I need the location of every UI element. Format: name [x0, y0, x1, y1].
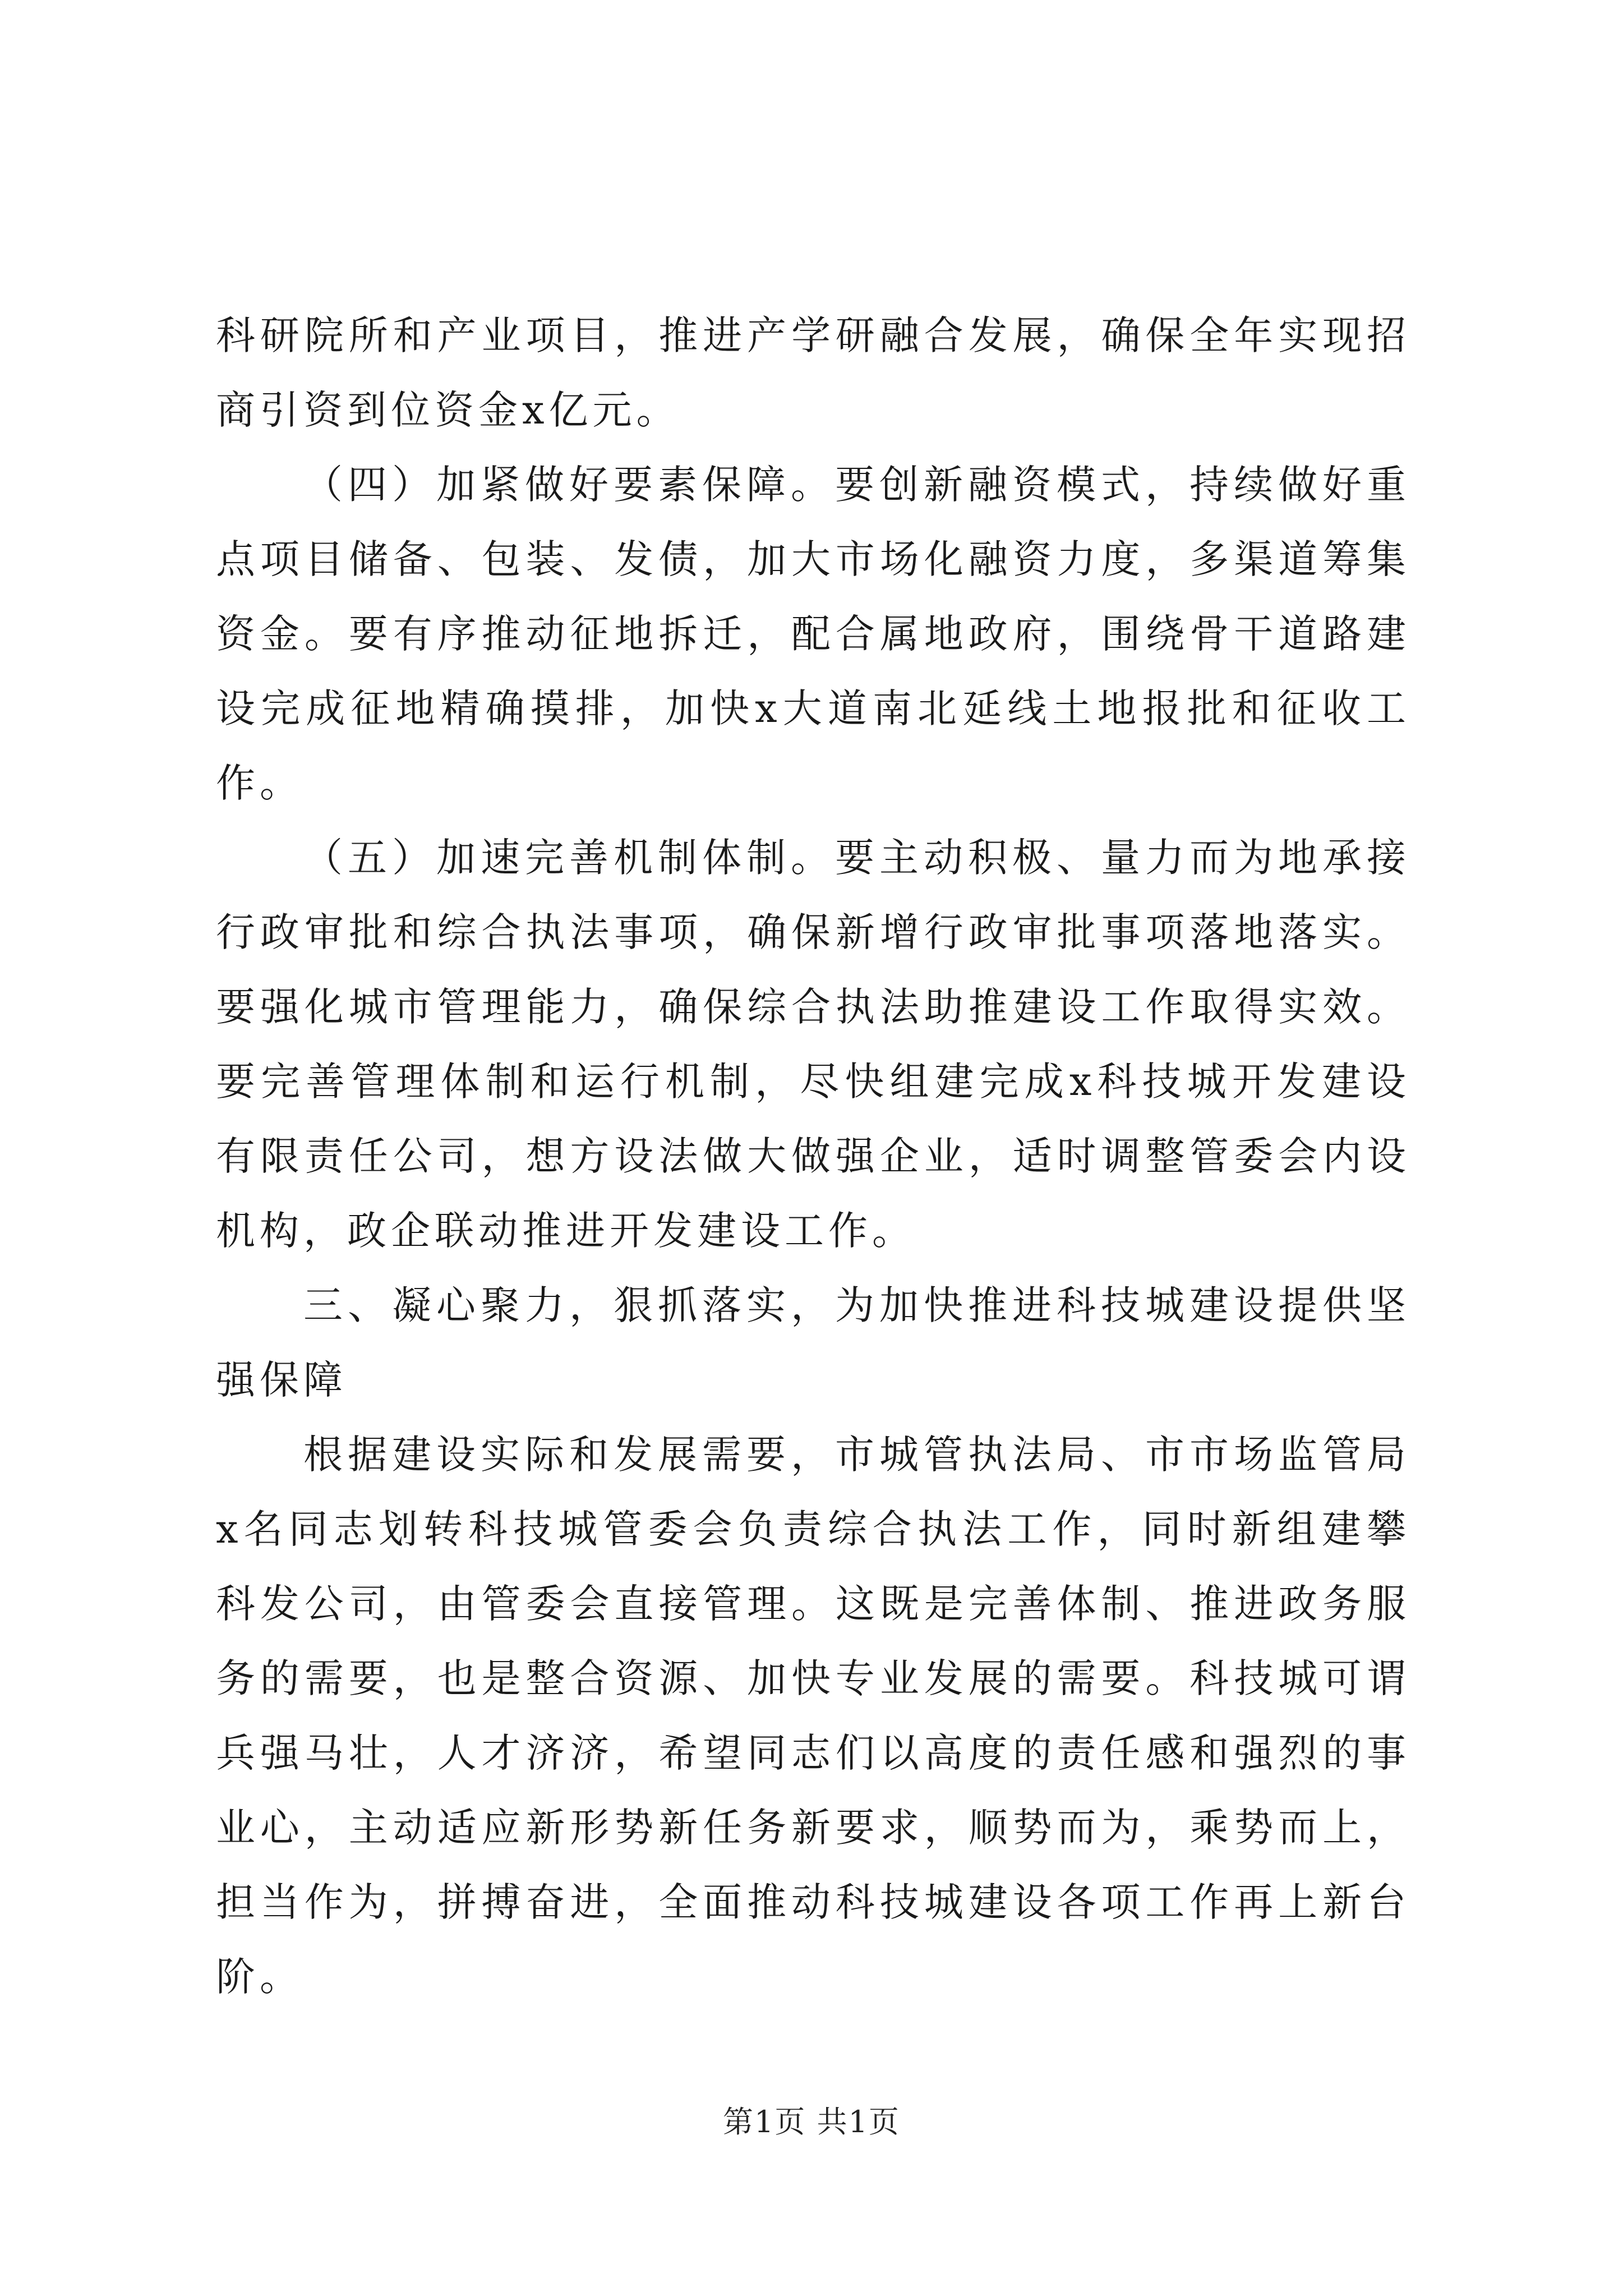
document-body	[216, 298, 1410, 2014]
paragraph-section-4: （四）加紧做好要素保障。要创新融资模式，持续做好重点项目储备、包装、发债，加大市场化融资力度，多渠道筹集资金。要有序推动征地拆迁，配合属地政府，围绕骨干道路建设完成征地精确摸排，加快x大道南北延线土地报批和征收工作。	[216, 462, 1410, 806]
paragraph-section-5: （五）加速完善机制体制。要主动积极、量力而为地承接行政审批和综合执法事项，确保新增行政审批事项落地落实。要强化城市管理能力，确保综合执法助推建设工作取得实效。要完善管理体制和运行机制，尽快组建完成x科技城开发建设有限责任公司，想方设法做大做强企业，适时调整管委会内设机构，政企联动推进开发建设工作。	[216, 835, 1410, 1254]
page-footer: 第1页 共1页	[723, 2104, 900, 2139]
paragraph-closing: 根据建设实际和发展需要，市城管执法局、市市场监管局x名同志划转科技城管委会负责综合执法工作，同时新组建攀科发公司，由管委会直接管理。这既是完善体制、推进政务服务的需要，也是整合资源、加快专业发展的需要。科技城可谓兵强马壮，人才济济，希望同志们以高度的责任感和强烈的事业心，主动适应新形势新任务新要求，顺势而为，乘势而上，担当作为，拼搏奋进，全面推动科技城建设各项工作再上新台阶。	[216, 1432, 1410, 2000]
paragraph-continuation: 科研院所和产业项目，推进产学研融合发展，确保全年实现招商引资到位资金x亿元。	[216, 312, 1410, 433]
section-heading-3: 三、凝心聚力，狠抓落实，为加快推进科技城建设提供坚强保障	[216, 1282, 1410, 1403]
